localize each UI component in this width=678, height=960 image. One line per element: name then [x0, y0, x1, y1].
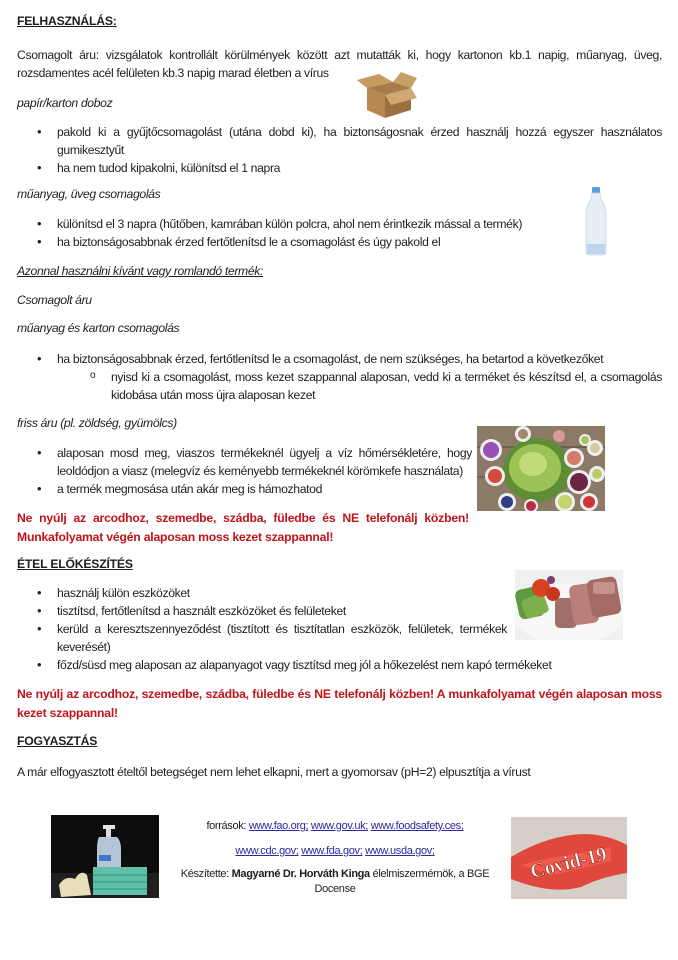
list-item: • használj külön eszközöket	[17, 584, 507, 602]
source-link-fda[interactable]: www.fda.gov;	[301, 845, 363, 857]
label-packaged: Csomagolt áru	[17, 293, 92, 307]
vegetables-image	[477, 426, 605, 511]
cardboard-box-image	[353, 68, 419, 120]
preparation-list-last	[17, 656, 662, 674]
author-name: Magyarné Dr. Horváth Kinga	[231, 868, 370, 880]
preparation-list	[17, 584, 507, 656]
author-credit	[180, 867, 490, 897]
heading-consumption: FOGYASZTÁS	[17, 734, 98, 748]
label-fresh: friss áru (pl. zöldség, gyümölcs)	[17, 416, 177, 430]
hygiene-supplies-image	[51, 815, 159, 898]
warning-usage: Ne nyúlj az arcodhoz, szemedbe, szádba, füledbe és NE telefonálj közben! Munkafolyamat végén alaposan moss kezet szappannal!	[17, 511, 469, 544]
label-packaging: műanyag és karton csomagolás	[17, 321, 180, 335]
sub-list-item: o nyisd ki a csomagolást, moss kezet szappannal alaposan, vedd ki a terméket és készítsd el, a csomagolás kidobása után moss újra alaposan kezet	[17, 368, 662, 404]
paper-box-list	[17, 123, 662, 177]
source-link-fao[interactable]: www.fao.org;	[248, 820, 309, 832]
source-link-usda[interactable]: www.usda.gov;	[365, 845, 435, 857]
covid-image	[511, 817, 627, 899]
list-item: • ha nem tudod kipakolni, különítsd el 1 napra	[17, 159, 662, 177]
plastic-glass-list	[17, 215, 617, 251]
warning-preparation: Ne nyúlj az arcodhoz, szemedbe, szádba, füledbe és NE telefonálj közben! A munkafolyamat végén alaposan moss kezet szappannal!	[17, 687, 662, 720]
label-plastic-glass: műanyag, üveg csomagolás	[17, 187, 161, 201]
list-item: • pakold ki a gyűjtőcsomagolást (utána dobd ki), ha biztonságosnak érzed használj hozzá egyszer használatos gumikesztyűt	[17, 123, 662, 159]
sources-line-1	[170, 819, 500, 833]
label-paper-box: papír/karton doboz	[17, 96, 113, 110]
list-item: • alaposan mosd meg, viaszos termékeknél ügyelj a víz hőmérsékletére, hogy leoldódjon a viasz (melegvíz és keményebb termékeknél körömkefe használata)	[17, 444, 472, 480]
intro-paragraph: Csomagolt áru: vizsgálatok kontrollált körülmények között azt mutatták ki, hogy kartonon kb.1 napig, műanyag, üveg, rozsdamentes acél felületen kb.3 napig marad életben a vírus	[17, 48, 662, 80]
list-item: • kerüld a keresztszennyeződést (tisztított és tisztítatlan eszközök, felületek, termékek keverését)	[17, 620, 507, 656]
immediate-list	[17, 350, 662, 404]
fresh-list	[17, 444, 472, 498]
list-item: • ha biztonságosabbnak érzed, fertőtlenítsd le a csomagolást, de nem szükséges, ha betartod a következőket	[17, 350, 662, 368]
list-item: • a termék megmosása után akár meg is hámozhatod	[17, 480, 472, 498]
sources-label: források:	[206, 820, 247, 832]
list-item: • főzd/süsd meg alaposan az alapanyagot vagy tisztítsd meg jól a hőkezelést nem kapó termékeket	[17, 656, 662, 674]
source-link-govuk[interactable]: www.gov.uk;	[310, 820, 369, 832]
source-link-cdc[interactable]: www.cdc.gov;	[235, 845, 299, 857]
author-suffix: élelmiszermérnök, a BGE Docense	[314, 868, 490, 895]
list-item: • ha biztonságosabbnak érzed fertőtlenítsd le a csomagolást és úgy pakold el	[17, 233, 617, 251]
list-item: • különítsd el 3 napra (hűtőben, kamrában külön polcra, ahol nem érintkezik mással a termék)	[17, 215, 617, 233]
meat-plate-image	[515, 570, 623, 640]
author-prefix: Készítette:	[180, 868, 229, 880]
consumption-text: A már elfogyasztott ételtől betegséget nem lehet elkapni, mert a gyomorsav (pH=2) elpusztítja a vírust	[17, 765, 531, 779]
heading-usage: FELHASZNÁLÁS:	[17, 14, 117, 28]
heading-preparation: ÉTEL ELŐKÉSZÍTÉS	[17, 557, 133, 571]
list-item: • tisztítsd, fertőtlenítsd a használt eszközöket és felületeket	[17, 602, 507, 620]
heading-immediate: Azonnal használni kívánt vagy romlandó termék:	[17, 264, 264, 278]
source-link-foodsafety[interactable]: www.foodsafety.ces;	[370, 820, 464, 832]
sources-line-2	[170, 844, 500, 858]
covid-label: Covid-19	[528, 842, 609, 884]
